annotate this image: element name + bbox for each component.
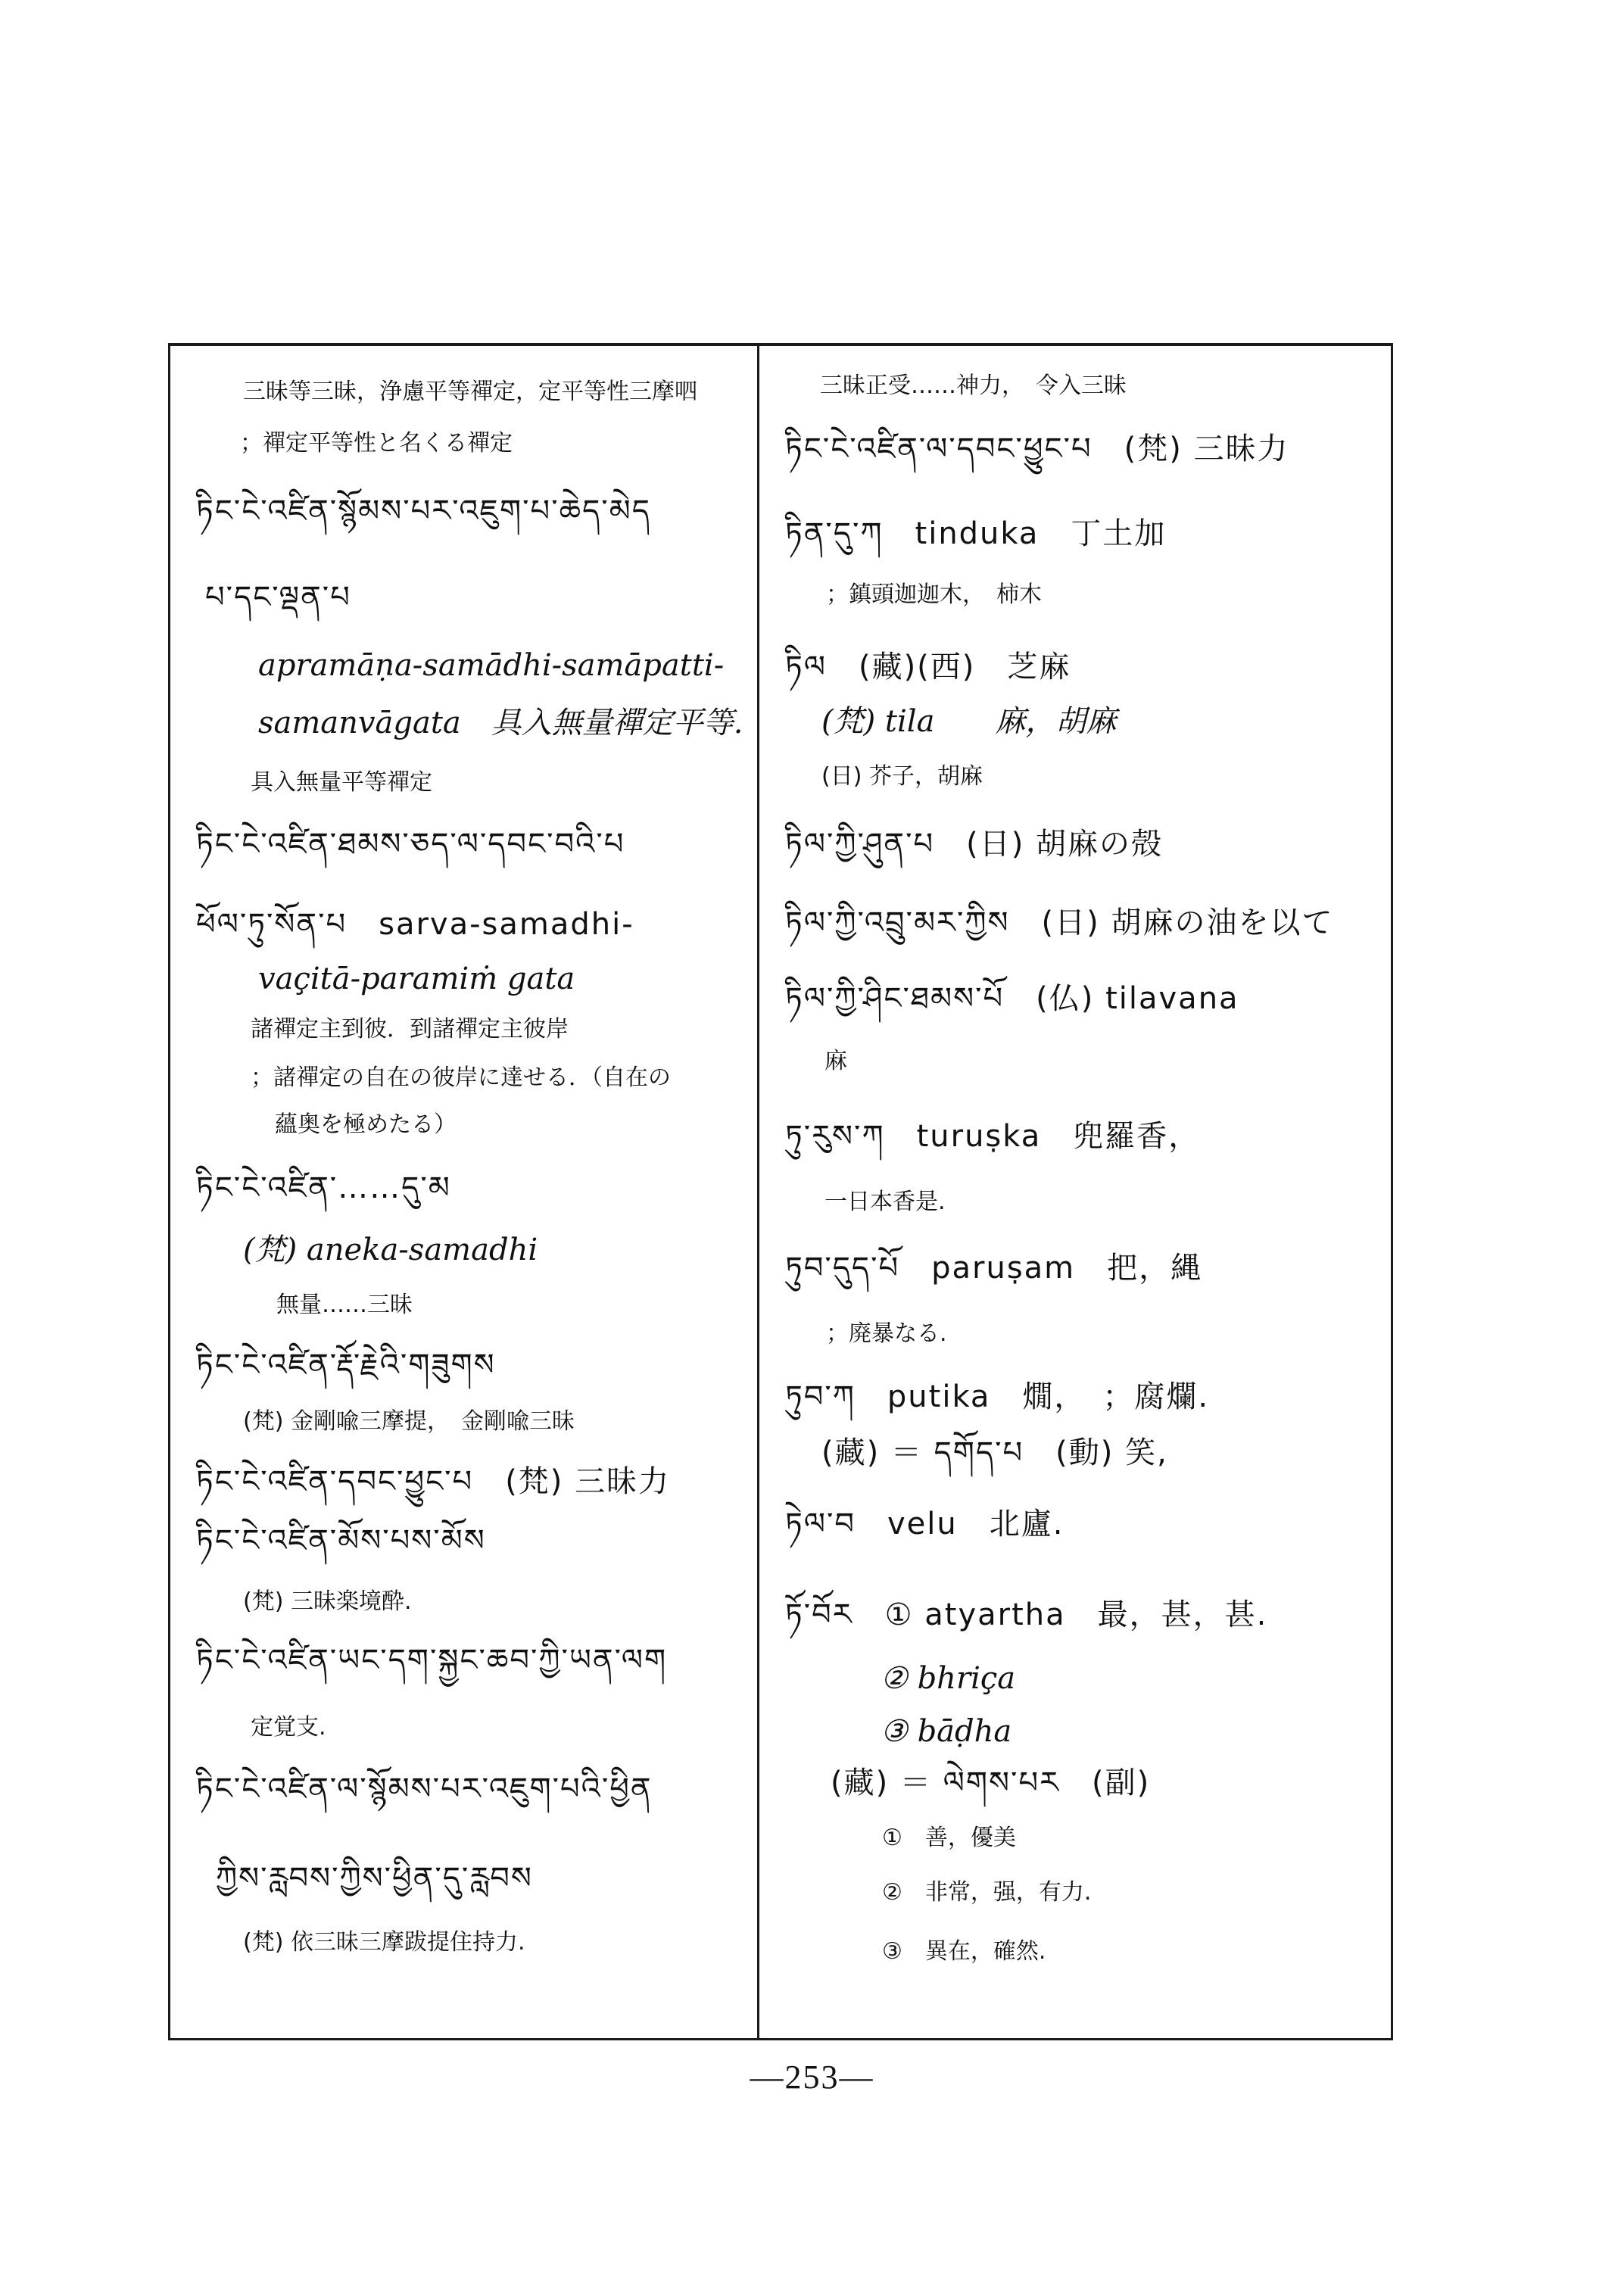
- dictionary-entry-line: ཏིང་ངེ་འཛིན་མོས་པས་མོས: [196, 1523, 486, 1558]
- dictionary-entry-line: (梵) aneka-samadhi: [243, 1233, 538, 1267]
- dictionary-entry-line: ཀྱིས་རླབས་ཀྱིས་ཕྱིན་དུ་རླབས: [216, 1861, 533, 1896]
- dictionary-entry-line: པ་དང་ལྡན་པ: [205, 580, 351, 615]
- dictionary-entry-line: vaçitā-paramiṁ gata: [258, 962, 575, 996]
- page-number: —253—: [750, 2059, 874, 2096]
- dictionary-entry-line: ③ bāḍha: [881, 1714, 1012, 1749]
- dictionary-entry-line: 定覚支.: [251, 1714, 326, 1741]
- dictionary-entry-line: ཏིལ་ཀྱི་འབྲུ་མར་ཀྱིས (日) 胡麻の油を以て: [785, 905, 1334, 940]
- dictionary-entry-line: ③ 異在，確然.: [882, 1938, 1046, 1965]
- dictionary-entry-line: ཏིང་ངེ་འཛིན་ལ་དབང་ཕྱུང་པ (梵) 三昧力: [785, 432, 1289, 466]
- dictionary-entry-line: ；禪定平等性と名くる禪定: [240, 430, 513, 457]
- dictionary-entry-line: ཏུ་རུས་ཀ turuṣka 兜羅香，: [785, 1119, 1201, 1154]
- dictionary-entry-line: (藏) ＝ ལེགས་པར (副): [831, 1766, 1151, 1800]
- dictionary-entry-line: apramāṇa-samādhi-samāpatti-: [258, 648, 725, 683]
- dictionary-entry-line: 麻: [824, 1048, 847, 1074]
- dictionary-entry-line: (梵) tila 麻，胡麻: [821, 704, 1117, 739]
- dictionary-entry-line: ；諸禪定の自在の彼岸に達せる．（自在の: [251, 1064, 671, 1091]
- dictionary-entry-line: ཏོ་བོར ① atyartha 最，甚，甚.: [785, 1597, 1268, 1632]
- dictionary-entry-line: 三昧正受……神力， 令入三昧: [820, 372, 1127, 399]
- dictionary-entry-line: ཏུབ་ཀ putika 燗， ；腐爛.: [785, 1379, 1210, 1414]
- dictionary-entry-line: ；廃暴なる.: [826, 1320, 947, 1347]
- dictionary-entry-line: ཏིང་ངེ་འཛིན་སྙོམས་པར་འཇུག་པ་ཆེད་མེད: [196, 494, 651, 528]
- dictionary-entry-line: ；鎮頭迦迦木， 柿木: [826, 581, 1042, 608]
- dictionary-entry-line: ཏེལ་བ velu 北廬.: [785, 1507, 1064, 1541]
- dictionary-entry-line: ཏིང་ངེ་འཛིན་ཡང་དག་སྐྱང་ཆབ་ཀྱི་ཡན་ལག: [196, 1643, 668, 1678]
- dictionary-entry-line: samanvāgata 具入無量禪定平等.: [258, 706, 743, 740]
- dictionary-entry-line: (日) 芥子，胡麻: [821, 763, 983, 790]
- dictionary-entry-line: ཏིང་ངེ་འཛིན་ཐམས་ཅད་ལ་དབང་བའི་པ: [196, 827, 625, 862]
- dictionary-entry-line: ② bhriça: [881, 1661, 1016, 1696]
- dictionary-entry-line: 具入無量平等禪定: [251, 769, 432, 796]
- dictionary-entry-line: ཏིང་ངེ་འཛིན་དབང་ཕྱུང་པ (梵) 三昧力: [196, 1464, 671, 1499]
- dictionary-entry-line: ② 非常，强，有力.: [882, 1879, 1092, 1906]
- dictionary-entry-line: ཏིང་ངེ་འཛིན་……དུ་མ: [196, 1170, 451, 1205]
- dictionary-entry-line: 諸禪定主到彼．到諸禪定主彼岸: [251, 1016, 569, 1043]
- dictionary-entry-line: 蘊奥を極めたる）: [275, 1111, 457, 1138]
- dictionary-page-frame: [168, 343, 1393, 2040]
- dictionary-entry-line: 三昧等三昧，浄慮平等禪定，定平等性三摩呬: [243, 379, 697, 405]
- dictionary-entry-line: 無量……三昧: [276, 1292, 413, 1318]
- dictionary-entry-line: ཏིལ (藏)(西) 芝麻: [785, 650, 1071, 684]
- dictionary-entry-line: ཏིལ་ཀྱི་ཤིང་ཐམས་པོ (仏) tilavana: [785, 981, 1239, 1016]
- dictionary-entry-line: (梵) 依三昧三摩跋提住持力.: [243, 1929, 525, 1956]
- dictionary-entry-line: ཏིལ་ཀྱི་ཤུན་པ (日) 胡麻の殻: [785, 827, 1164, 862]
- dictionary-entry-line: ཕོལ་ཏུ་སོན་པ sarva-samadhi-: [196, 907, 634, 942]
- dictionary-entry-line: (梵) 三昧楽境酔.: [243, 1588, 412, 1615]
- dictionary-entry-line: ཏུབ་དུད་པོ paruṣam 把，縄: [785, 1251, 1203, 1286]
- dictionary-entry-line: ① 善，優美: [882, 1825, 1016, 1851]
- dictionary-entry-line: ཏིང་ངེ་འཛིན་ལ་སྙོམས་པར་འཇུག་པའི་ཕྱིན: [196, 1772, 653, 1806]
- dictionary-entry-line: ཏིང་ངེ་འཛིན་རྡོ་རྗེའི་གཟུགས: [196, 1348, 496, 1382]
- dictionary-entry-line: 一日本香是.: [824, 1189, 946, 1215]
- dictionary-entry-line: (藏) ＝ དགོད་པ (動) 笑,: [821, 1435, 1168, 1470]
- dictionary-entry-line: (梵) 金剛喩三摩提， 金剛喩三昧: [243, 1408, 575, 1435]
- dictionary-entry-line: ཏིན་དུ་ཀ tinduka 丁土加: [785, 516, 1167, 551]
- column-divider: [757, 346, 759, 2038]
